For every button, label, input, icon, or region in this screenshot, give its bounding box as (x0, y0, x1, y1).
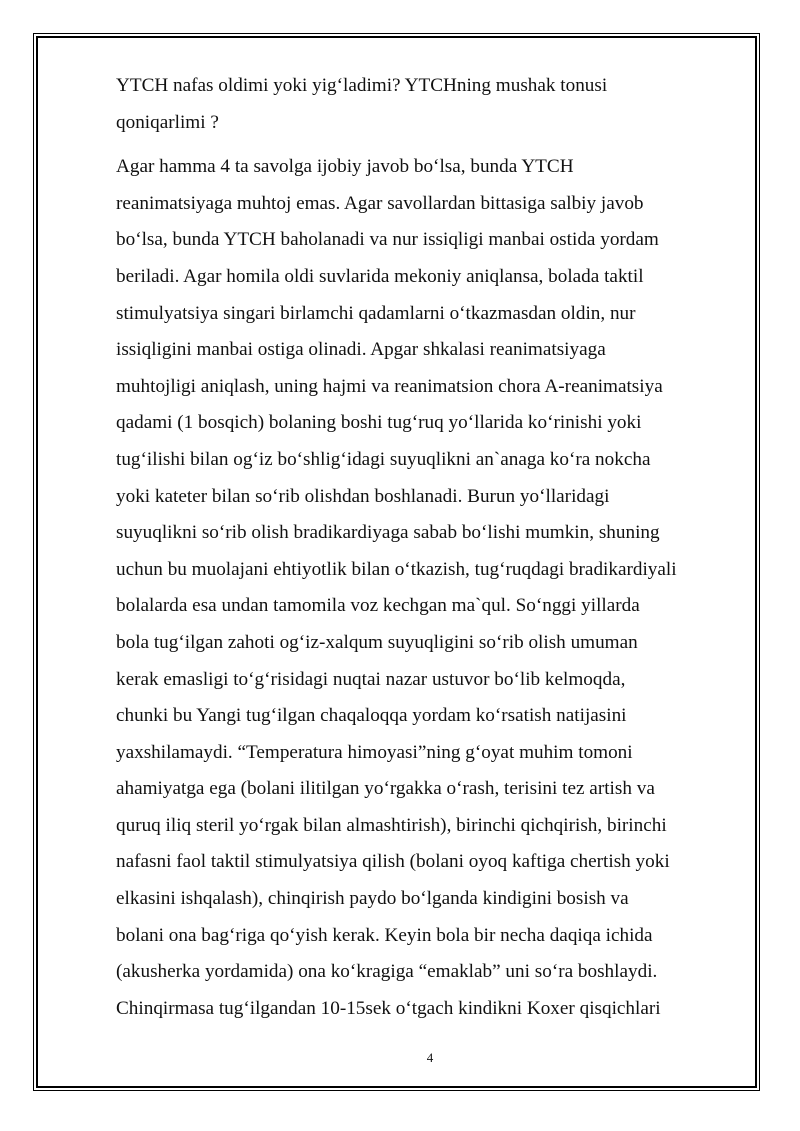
text-line: uchun bu muolajani ehtiyotlik bilan o‘tkazish, tug‘ruqdagi bradikardiyali (116, 558, 677, 580)
text-line: quruq iliq steril yo‘rgak bilan almashtirish), birinchi qichqirish, birinchi (116, 814, 667, 836)
text-line: tug‘ilishi bilan og‘iz bo‘shlig‘idagi suyuqlikni an`anaga ko‘ra nokcha (116, 448, 651, 470)
text-line: bolalarda esa undan tamomila voz kechgan ma`qul. So‘nggi yillarda (116, 595, 640, 617)
text-line: (akusherka yordamida) ona ko‘kragiga “emaklab” uni so‘ra boshlaydi. (116, 961, 658, 983)
text-line: Agar hamma 4 ta savolga ijobiy javob bo‘lsa, bunda YTCH (116, 156, 574, 178)
text-line: muhtojligi aniqlash, uning hajmi va reanimatsion chora A-reanimatsiya (116, 375, 663, 397)
text-line: YTCH nafas oldimi yoki yig‘ladimi? YTCHning mushak tonusi (116, 75, 608, 96)
text-line: reanimatsiyaga muhtoj emas. Agar savollardan bittasiga salbiy javob (116, 192, 644, 214)
text-line: ahamiyatga ega (bolani ilitilgan yo‘rgakka o‘rash, terisini tez artish va (116, 778, 655, 800)
text-line: chunki bu Yangi tug‘ilgan chaqaloqqa yordam ko‘rsatish natijasini (116, 705, 627, 727)
text-line: Chinqirmasa tug‘ilgandan 10-15sek o‘tgach kindikni Koxer qisqichlari (116, 997, 661, 1019)
text-line: bola tug‘ilgan zahoti og‘iz-xalqum suyuqligini so‘rib olish umuman (116, 631, 638, 653)
text-line: yaxshilamaydi. “Temperatura himoyasi”ning g‘oyat muhim tomoni (116, 741, 633, 763)
text-line: qoniqarlimi ? (116, 111, 219, 133)
text-line: bolani ona bag‘riga qo‘yish kerak. Keyin bola bir necha daqiqa ichida (116, 924, 653, 946)
paragraph-2 (116, 149, 734, 1027)
text-line: qadami (1 bosqich) bolaning boshi tug‘ruq yo‘llarida ko‘rinishi yoki (116, 412, 642, 434)
text-line: bo‘lsa, bunda YTCH baholanadi va nur issiqligi manbai ostida yordam (116, 229, 659, 251)
paragraph-1 (116, 68, 734, 141)
text-line: beriladi. Agar homila oldi suvlarida mekoniy aniqlansa, bolada taktil (116, 265, 644, 287)
text-line: issiqligini manbai ostiga olinadi. Apgar shkalasi reanimatsiyaga (116, 339, 606, 361)
text-line: kerak emasligi to‘g‘risidagi nuqtai nazar ustuvor bo‘lib kelmoqda, (116, 668, 626, 690)
text-line: yoki kateter bilan so‘rib olishdan boshlanadi. Burun yo‘llaridagi (116, 485, 610, 507)
document-body (116, 68, 734, 1027)
text-line: elkasini ishqalash), chinqirish paydo bo‘lganda kindigini bosish va (116, 888, 629, 910)
text-line: stimulyatsiya singari birlamchi qadamlarni o‘tkazmasdan oldin, nur (116, 302, 636, 324)
text-line: suyuqlikni so‘rib olish bradikardiyaga sabab bo‘lishi mumkin, shuning (116, 522, 660, 544)
text-line: nafasni faol taktil stimulyatsiya qilish (bolani oyoq kaftiga chertish yoki (116, 851, 670, 873)
page-number: 4 (426, 1050, 434, 1065)
